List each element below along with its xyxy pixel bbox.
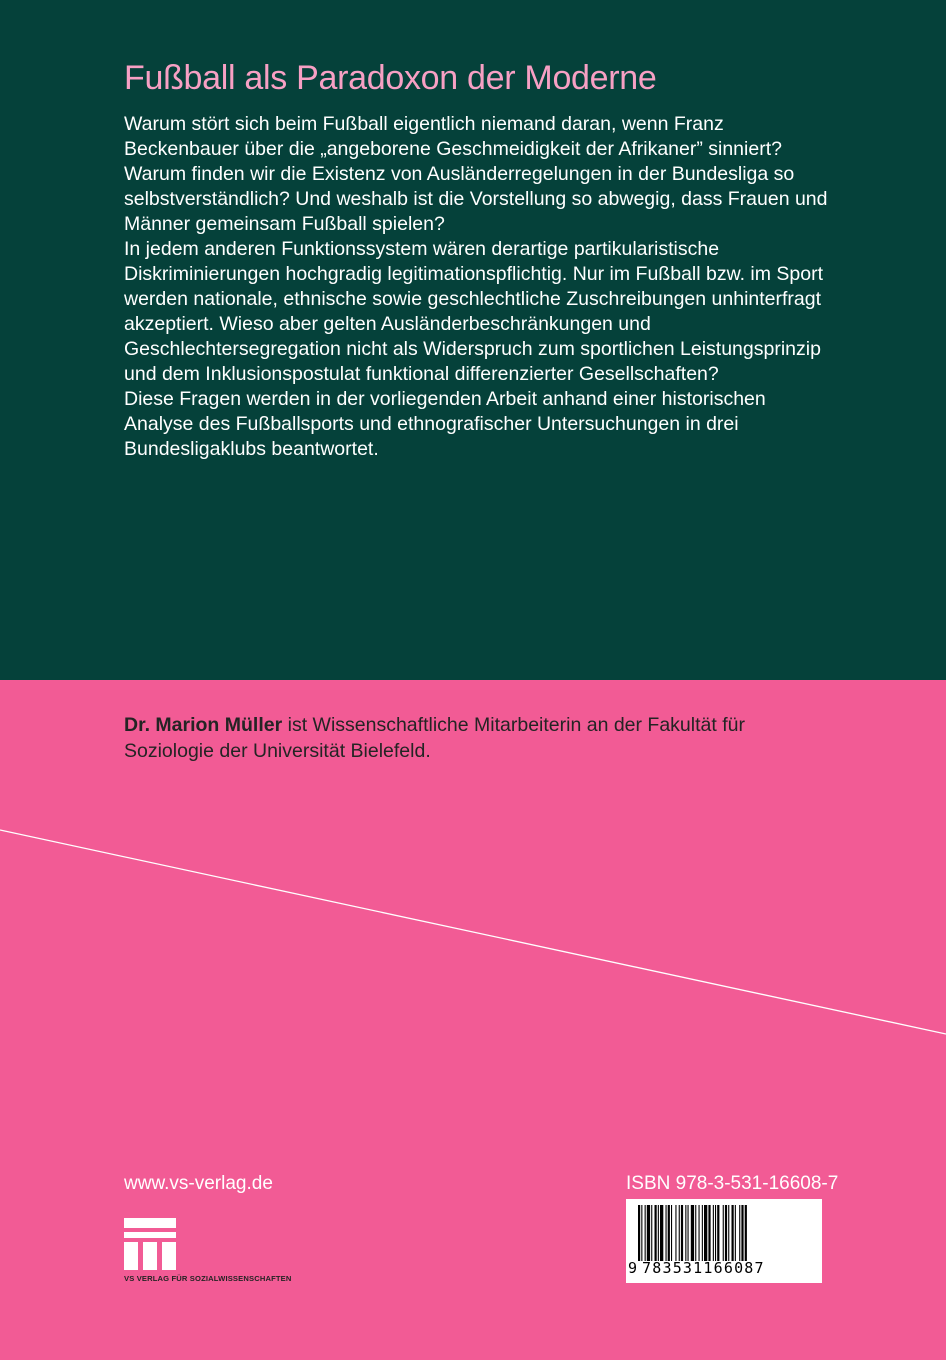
barcode-bar <box>745 1205 747 1261</box>
barcode-bar <box>691 1205 694 1261</box>
blurb <box>124 112 834 462</box>
book-title: Fußball als Paradoxon der Moderne <box>124 59 657 97</box>
publisher-logo-text: VS VERLAG FÜR SOZIALWISSENSCHAFTEN <box>124 1274 292 1283</box>
barcode-bar <box>675 1205 676 1261</box>
barcode-bar <box>713 1205 714 1261</box>
barcode-digits: 783531166087 <box>642 1259 765 1277</box>
barcode-bar <box>671 1205 672 1261</box>
isbn-label: ISBN 978-3-531-16608-7 <box>626 1173 839 1194</box>
barcode-bar <box>660 1205 663 1261</box>
vs-verlag-logo-icon <box>124 1218 180 1270</box>
barcode-bar <box>725 1205 727 1261</box>
publisher-logo <box>124 1218 364 1288</box>
barcode-bar <box>645 1205 646 1261</box>
barcode-bar <box>708 1205 710 1261</box>
barcode-bar <box>695 1205 696 1261</box>
barcode-bar <box>681 1205 683 1261</box>
barcode-bar <box>702 1205 703 1261</box>
barcode-bar <box>641 1205 642 1261</box>
blurb-paragraph: In jedem anderen Funktionssystem wären derartige partikularistische Diskriminierungen hochgradig legitimationspflichtig. Nur im Fußball bzw. im Sport werden nationale, ethnische sowie geschlechtliche Zuschreibungen unhinterfragt akzeptiert. Wieso aber gelten Ausländerbeschränkungen und Geschlechtersegregation nicht als Widerspruch zum sportlichen Leistungsprinzip und dem Inklusionspostulat funktional differenzierter Gesellschaften? <box>124 238 824 385</box>
barcode-bar <box>723 1205 724 1261</box>
barcode-lead-digit: 9 <box>628 1259 638 1277</box>
barcode-bar <box>728 1205 729 1261</box>
barcode-bars <box>638 1205 810 1261</box>
barcode-bar <box>688 1205 689 1261</box>
barcode-bar <box>739 1205 740 1261</box>
barcode-bar <box>655 1205 657 1261</box>
barcode-bar <box>715 1205 716 1261</box>
barcode-bar <box>741 1205 743 1261</box>
barcode-bar <box>668 1205 670 1261</box>
barcode-bar <box>735 1205 736 1261</box>
barcode-bar <box>658 1205 659 1261</box>
barcode-bar <box>717 1205 719 1261</box>
barcode-bar <box>651 1205 652 1261</box>
barcode-bar <box>699 1205 700 1261</box>
barcode-bar <box>666 1205 667 1261</box>
barcode-bar <box>638 1205 640 1261</box>
barcode-bar <box>679 1205 680 1261</box>
blurb-paragraph: Diese Fragen werden in der vorliegenden Arbeit anhand einer historischen Analyse des Fußballsports und ethnografischer Untersuchungen in drei Bundesligaklubs beantwortet. <box>124 388 766 460</box>
blurb-paragraph: Warum stört sich beim Fußball eigentlich niemand daran, wenn Franz Beckenbauer über die „angeborene Geschmeidigkeit der Afrikaner” sinniert? Warum finden wir die Existenz von Ausländerregelungen in der Bundesliga so selbstverständlich? Und weshalb ist die Vorstellung so abwegig, dass Frauen und Männer gemeinsam Fußball spielen? <box>124 113 828 235</box>
publisher-url: www.vs-verlag.de <box>124 1173 273 1194</box>
barcode-bar <box>685 1205 686 1261</box>
barcode-bar <box>704 1205 707 1261</box>
author-bio <box>124 712 834 764</box>
author-description: ist Wissenschaftliche Mitarbeiterin an der Fakultät für Soziologie der Universität Bielefeld. <box>124 714 745 762</box>
barcode-bar <box>732 1205 734 1261</box>
author-name: Dr. Marion Müller <box>124 714 283 736</box>
barcode-bar <box>647 1205 650 1261</box>
barcode <box>626 1199 822 1283</box>
